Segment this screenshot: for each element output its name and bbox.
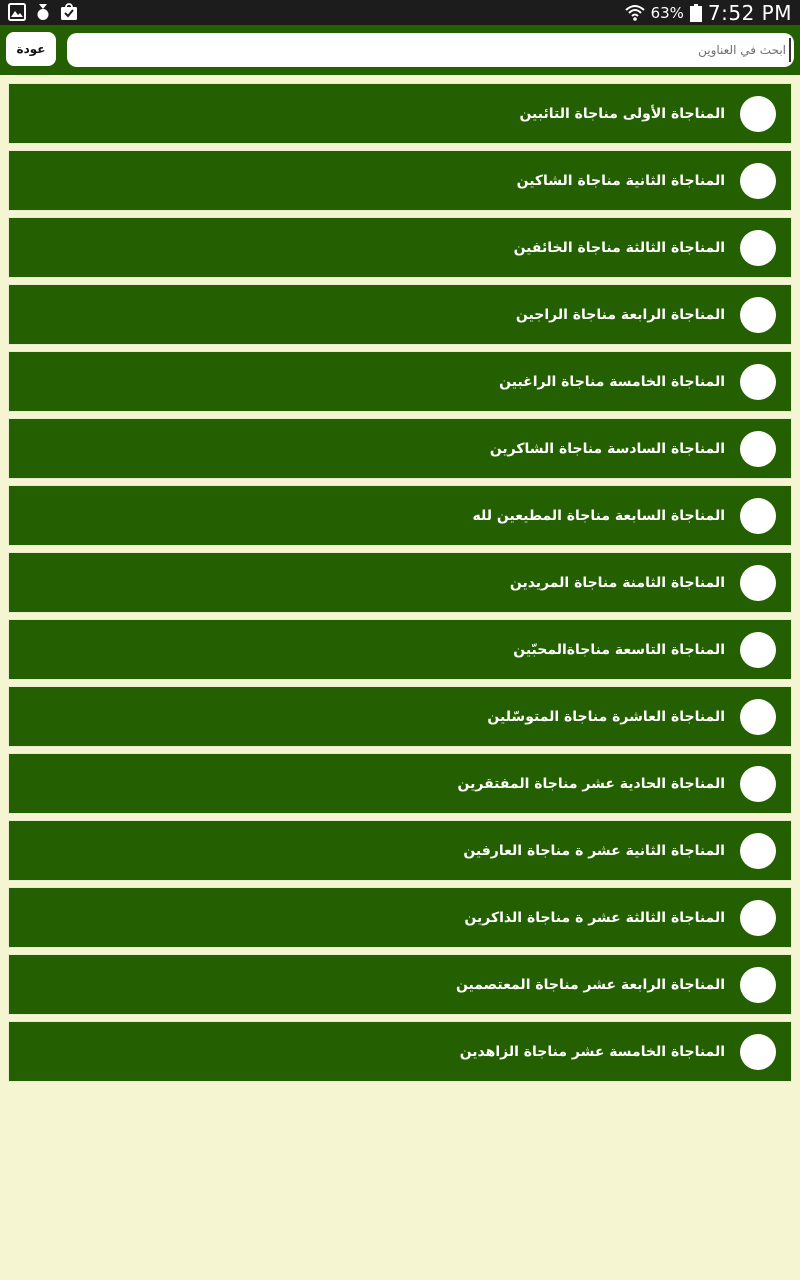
list-item-label: المناجاة الأولى مناجاة التائبين [519, 105, 725, 122]
circle-icon [740, 565, 776, 601]
circle-icon [740, 297, 776, 333]
list-item[interactable] [8, 351, 792, 412]
list-item[interactable] [8, 83, 792, 144]
wifi-icon [625, 3, 645, 23]
battery-percentage: 63% [650, 3, 684, 22]
list-item[interactable] [8, 820, 792, 881]
circle-icon [740, 632, 776, 668]
list-item[interactable] [8, 753, 792, 814]
system-status [625, 0, 792, 25]
list-item[interactable] [8, 418, 792, 479]
clock: 7:52 PM [707, 0, 792, 25]
circle-icon [740, 96, 776, 132]
medal-icon [34, 3, 52, 21]
list-item[interactable] [8, 619, 792, 680]
list-item-label: المناجاة الرابعة عشر مناجاة المعتصمين [455, 976, 725, 993]
circle-icon [740, 163, 776, 199]
list-item-label: المناجاة الثانية عشر ة مناجاة العارفين [463, 842, 725, 859]
list-item-label: المناجاة الثالثة مناجاة الخائفين [513, 239, 725, 256]
battery-icon [690, 4, 702, 22]
gallery-icon [8, 3, 26, 21]
header-bar [0, 25, 800, 75]
list-item[interactable] [8, 150, 792, 211]
list-item[interactable] [8, 485, 792, 546]
list-item[interactable] [8, 954, 792, 1015]
circle-icon [740, 699, 776, 735]
circle-icon [740, 833, 776, 869]
circle-icon [740, 900, 776, 936]
search-box [67, 33, 794, 67]
list-item-label: المناجاة السادسة مناجاة الشاكرين [489, 440, 725, 457]
list-item[interactable] [8, 887, 792, 948]
circle-icon [740, 230, 776, 266]
back-button[interactable]: عودة [6, 32, 56, 66]
list-item-label: المناجاة الثانية مناجاة الشاكين [516, 172, 725, 189]
circle-icon [740, 498, 776, 534]
search-input[interactable] [67, 33, 794, 67]
circle-icon [740, 364, 776, 400]
list-item-label: المناجاة الخامسة مناجاة الراغبين [499, 373, 725, 390]
circle-icon [740, 1034, 776, 1070]
list-item[interactable] [8, 552, 792, 613]
munajat-list [8, 83, 792, 1088]
status-bar [0, 0, 800, 25]
list-item-label: المناجاة العاشرة مناجاة المتوسّلين [487, 708, 725, 725]
circle-icon [740, 967, 776, 1003]
circle-icon [740, 766, 776, 802]
notification-icons [8, 3, 78, 21]
list-item-label: المناجاة الثالثة عشر ة مناجاة الذاكرين [464, 909, 725, 926]
list-item[interactable] [8, 284, 792, 345]
list-item-label: المناجاة التاسعة مناجاةالمحبّين [513, 641, 725, 658]
list-item-label: المناجاة الحادية عشر مناجاة المفتقرين [457, 775, 725, 792]
list-item-label: المناجاة الرابعة مناجاة الراجين [515, 306, 725, 323]
list-item-label: المناجاة الخامسة عشر مناجاة الزاهدين [459, 1043, 725, 1060]
list-item[interactable] [8, 686, 792, 747]
text-cursor [789, 38, 791, 62]
list-item[interactable] [8, 217, 792, 278]
list-item-label: المناجاة الثامنة مناجاة المريدين [509, 574, 725, 591]
list-item[interactable] [8, 1021, 792, 1082]
list-item-label: المناجاة السابعة مناجاة المطيعين لله [472, 507, 725, 524]
circle-icon [740, 431, 776, 467]
store-bag-icon [60, 3, 78, 21]
